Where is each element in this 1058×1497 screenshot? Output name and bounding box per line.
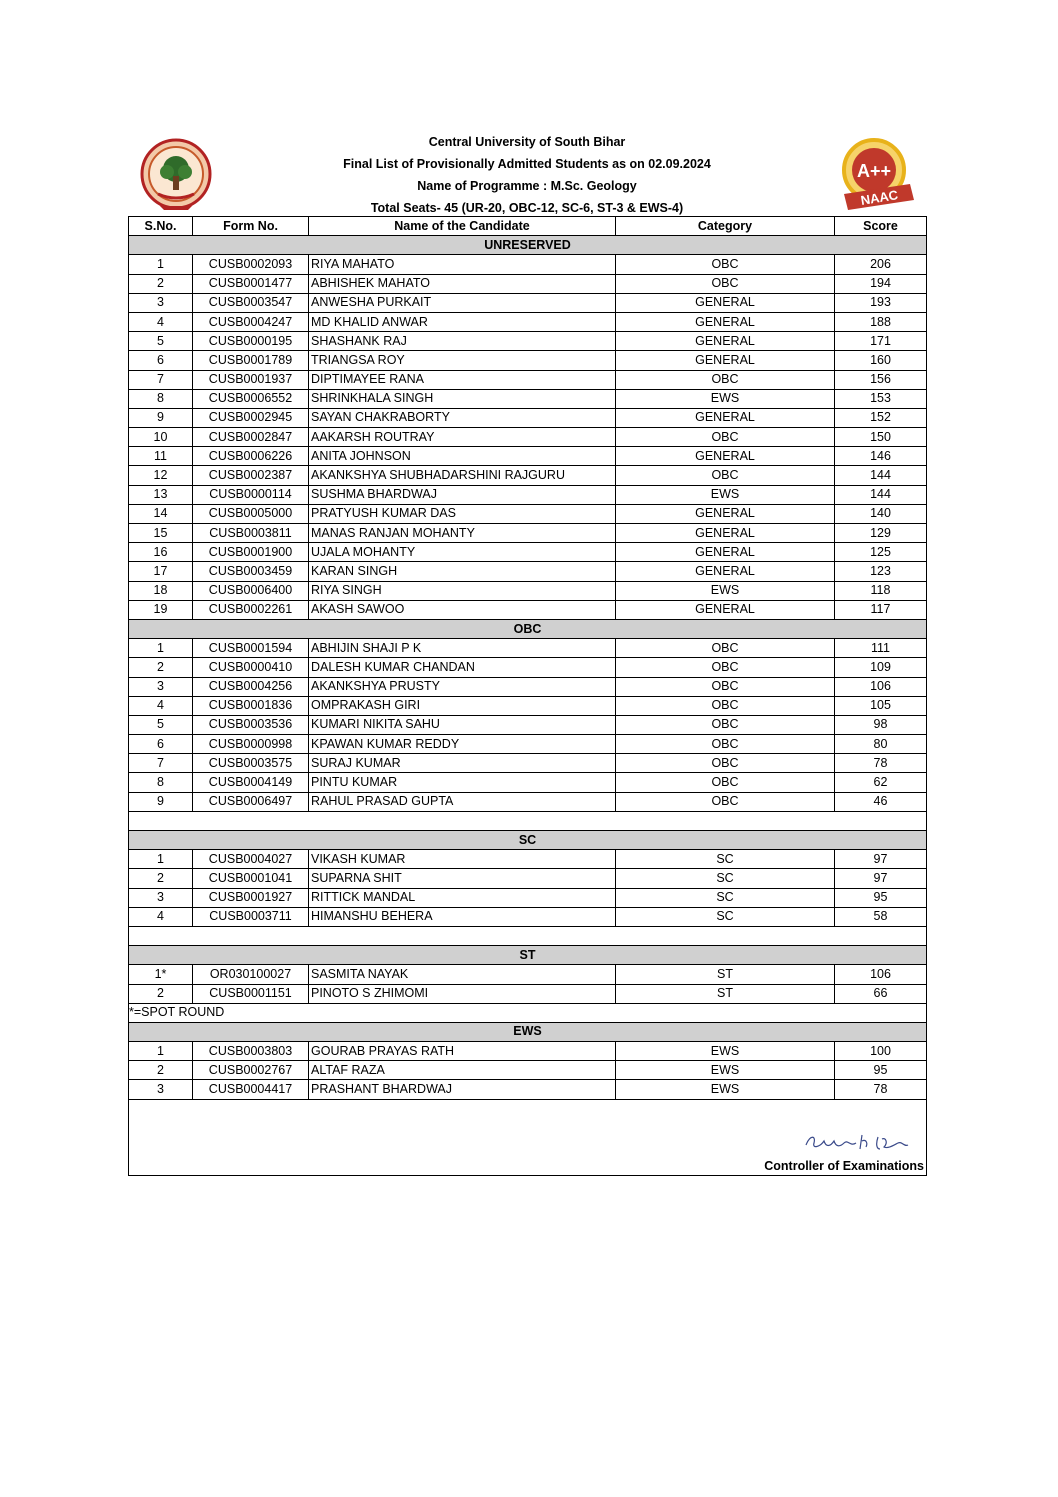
table-row [129,447,927,466]
candidate-name-cell: SHRINKHALA SINGH [309,389,616,408]
category-cell: OBC [616,754,835,773]
score-cell: 80 [835,735,927,754]
score-cell: 111 [835,639,927,658]
table-row [129,984,927,1003]
section-header-row [129,236,927,255]
form-no-cell: CUSB0006552 [193,389,309,408]
candidate-name-cell: RIYA MAHATO [309,255,616,274]
admission-table [128,216,927,1100]
table-row [129,389,927,408]
candidate-name-cell: VIKASH KUMAR [309,850,616,869]
sno-cell: 2 [129,274,193,293]
candidate-name-cell: SUSHMA BHARDWAJ [309,485,616,504]
section-header-row [129,946,927,965]
score-cell: 206 [835,255,927,274]
score-cell: 144 [835,466,927,485]
form-no-cell: CUSB0002261 [193,600,309,619]
category-cell: OBC [616,428,835,447]
table-row [129,1061,927,1080]
sno-cell: 6 [129,351,193,370]
score-cell: 62 [835,773,927,792]
sno-cell: 12 [129,466,193,485]
form-no-cell: CUSB0006497 [193,792,309,811]
category-cell: OBC [616,677,835,696]
note-row [129,1003,927,1022]
sno-cell: 7 [129,754,193,773]
form-no-cell: CUSB0001937 [193,370,309,389]
section-header-row [129,831,927,850]
table-row [129,888,927,907]
candidate-name-cell: KPAWAN KUMAR REDDY [309,735,616,754]
score-cell: 98 [835,715,927,734]
section-title: SC [129,831,927,850]
score-cell: 140 [835,504,927,523]
score-cell: 188 [835,312,927,331]
category-cell: GENERAL [616,524,835,543]
sno-cell: 8 [129,389,193,408]
category-cell: OBC [616,792,835,811]
form-no-cell: CUSB0002767 [193,1061,309,1080]
table-row [129,600,927,619]
form-no-cell: CUSB0006400 [193,581,309,600]
table-row [129,581,927,600]
form-no-cell: CUSB0003536 [193,715,309,734]
score-cell: 46 [835,792,927,811]
candidate-name-cell: KUMARI NIKITA SAHU [309,715,616,734]
candidate-name-cell: KARAN SINGH [309,562,616,581]
table-row [129,735,927,754]
score-cell: 125 [835,543,927,562]
sno-cell: 7 [129,370,193,389]
sno-cell: 6 [129,735,193,754]
score-cell: 171 [835,332,927,351]
form-no-cell: CUSB0004027 [193,850,309,869]
candidate-name-cell: ANWESHA PURKAIT [309,293,616,312]
table-row [129,1042,927,1061]
candidate-name-cell: DALESH KUMAR CHANDAN [309,658,616,677]
column-header-sno: S.No. [129,217,193,236]
section-title: UNRESERVED [129,236,927,255]
sno-cell: 3 [129,888,193,907]
table-row [129,293,927,312]
category-cell: SC [616,907,835,926]
candidate-name-cell: PRASHANT BHARDWAJ [309,1080,616,1099]
score-cell: 105 [835,696,927,715]
category-cell: EWS [616,1061,835,1080]
score-cell: 129 [835,524,927,543]
table-row [129,754,927,773]
sno-cell: 4 [129,696,193,715]
category-cell: EWS [616,485,835,504]
blank-cell [129,926,927,945]
signature-icon [802,1129,912,1155]
form-no-cell: CUSB0001789 [193,351,309,370]
table-row [129,907,927,926]
form-no-cell: CUSB0003711 [193,907,309,926]
candidate-name-cell: SUPARNA SHIT [309,869,616,888]
table-row [129,408,927,427]
programme-name: Name of Programme : M.Sc. Geology [417,179,637,193]
sno-cell: 2 [129,658,193,677]
score-cell: 118 [835,581,927,600]
form-no-cell: CUSB0001041 [193,869,309,888]
score-cell: 58 [835,907,927,926]
naac-grade: A++ [856,161,892,181]
candidate-name-cell: AKANKSHYA SHUBHADARSHINI RAJGURU [309,466,616,485]
candidate-name-cell: ABHIJIN SHAJI P K [309,639,616,658]
score-cell: 152 [835,408,927,427]
category-cell: SC [616,888,835,907]
form-no-cell: CUSB0004247 [193,312,309,331]
score-cell: 95 [835,1061,927,1080]
category-cell: EWS [616,1080,835,1099]
sno-cell: 1 [129,1042,193,1061]
table-row [129,504,927,523]
list-title: Final List of Provisionally Admitted Students as on 02.09.2024 [343,157,711,171]
score-cell: 146 [835,447,927,466]
sno-cell: 2 [129,1061,193,1080]
sno-cell: 13 [129,485,193,504]
candidate-name-cell: SHASHANK RAJ [309,332,616,351]
form-no-cell: OR030100027 [193,965,309,984]
table-row [129,773,927,792]
score-cell: 194 [835,274,927,293]
category-cell: GENERAL [616,312,835,331]
table-row [129,370,927,389]
score-cell: 153 [835,389,927,408]
category-cell: EWS [616,1042,835,1061]
category-cell: ST [616,965,835,984]
category-cell: OBC [616,370,835,389]
category-cell: SC [616,869,835,888]
table-row [129,428,927,447]
score-cell: 78 [835,754,927,773]
signatory-title: Controller of Examinations [764,1159,924,1173]
candidate-name-cell: OMPRAKASH GIRI [309,696,616,715]
score-cell: 78 [835,1080,927,1099]
table-row [129,869,927,888]
form-no-cell: CUSB0004417 [193,1080,309,1099]
table-row [129,274,927,293]
sno-cell: 1 [129,255,193,274]
score-cell: 106 [835,677,927,696]
score-cell: 117 [835,600,927,619]
table-row [129,255,927,274]
score-cell: 97 [835,850,927,869]
form-no-cell: CUSB0001151 [193,984,309,1003]
candidate-name-cell: PRATYUSH KUMAR DAS [309,504,616,523]
sno-cell: 3 [129,1080,193,1099]
sno-cell: 9 [129,792,193,811]
form-no-cell: CUSB0003459 [193,562,309,581]
section-title: EWS [129,1022,927,1041]
table-row [129,639,927,658]
score-cell: 144 [835,485,927,504]
candidate-name-cell: PINOTO S ZHIMOMI [309,984,616,1003]
form-no-cell: CUSB0001836 [193,696,309,715]
table-row [129,312,927,331]
score-cell: 160 [835,351,927,370]
candidate-name-cell: RITTICK MANDAL [309,888,616,907]
category-cell: GENERAL [616,562,835,581]
form-no-cell: CUSB0000195 [193,332,309,351]
sno-cell: 17 [129,562,193,581]
score-cell: 97 [835,869,927,888]
naac-badge-icon [834,136,922,216]
candidate-name-cell: UJALA MOHANTY [309,543,616,562]
table-row [129,351,927,370]
table-row [129,696,927,715]
column-header-name: Name of the Candidate [309,217,616,236]
category-cell: OBC [616,658,835,677]
form-no-cell: CUSB0006226 [193,447,309,466]
candidate-name-cell: HIMANSHU BEHERA [309,907,616,926]
sno-cell: 4 [129,312,193,331]
sno-cell: 1* [129,965,193,984]
sno-cell: 18 [129,581,193,600]
table-row [129,715,927,734]
form-no-cell: CUSB0000998 [193,735,309,754]
candidate-name-cell: ANITA JOHNSON [309,447,616,466]
score-cell: 150 [835,428,927,447]
form-no-cell: CUSB0004256 [193,677,309,696]
table-row [129,524,927,543]
candidate-name-cell: AKANKSHYA PRUSTY [309,677,616,696]
form-no-cell: CUSB0002945 [193,408,309,427]
document-header [128,131,926,219]
candidate-name-cell: RIYA SINGH [309,581,616,600]
blank-cell [129,811,927,830]
candidate-name-cell: PINTU KUMAR [309,773,616,792]
score-cell: 156 [835,370,927,389]
sno-cell: 5 [129,715,193,734]
sno-cell: 3 [129,293,193,312]
sno-cell: 16 [129,543,193,562]
sno-cell: 1 [129,850,193,869]
form-no-cell: CUSB0001900 [193,543,309,562]
sno-cell: 4 [129,907,193,926]
table-row [129,677,927,696]
category-cell: GENERAL [616,447,835,466]
form-no-cell: CUSB0001477 [193,274,309,293]
sno-cell: 14 [129,504,193,523]
sno-cell: 10 [129,428,193,447]
form-no-cell: CUSB0003803 [193,1042,309,1061]
category-cell: ST [616,984,835,1003]
category-cell: OBC [616,255,835,274]
form-no-cell: CUSB0003547 [193,293,309,312]
sno-cell: 2 [129,869,193,888]
sno-cell: 9 [129,408,193,427]
candidate-name-cell: GOURAB PRAYAS RATH [309,1042,616,1061]
category-cell: EWS [616,581,835,600]
candidate-name-cell: MANAS RANJAN MOHANTY [309,524,616,543]
candidate-name-cell: SASMITA NAYAK [309,965,616,984]
section-title: ST [129,946,927,965]
form-no-cell: CUSB0002847 [193,428,309,447]
score-cell: 100 [835,1042,927,1061]
category-cell: GENERAL [616,504,835,523]
category-cell: GENERAL [616,543,835,562]
table-row [129,466,927,485]
sno-cell: 11 [129,447,193,466]
category-cell: OBC [616,715,835,734]
sno-cell: 19 [129,600,193,619]
column-header-form-no: Form No. [193,217,309,236]
category-cell: GENERAL [616,332,835,351]
table-row [129,332,927,351]
table-row [129,543,927,562]
category-cell: OBC [616,466,835,485]
candidate-name-cell: ALTAF RAZA [309,1061,616,1080]
table-row [129,965,927,984]
category-cell: GENERAL [616,600,835,619]
table-row [129,658,927,677]
candidate-name-cell: AKASH SAWOO [309,600,616,619]
category-cell: GENERAL [616,293,835,312]
sno-cell: 1 [129,639,193,658]
blank-row [129,811,927,830]
form-no-cell: CUSB0001594 [193,639,309,658]
form-no-cell: CUSB0005000 [193,504,309,523]
seat-summary: Total Seats- 45 (UR-20, OBC-12, SC-6, ST-3 & EWS-4) [370,201,684,215]
score-cell: 109 [835,658,927,677]
sno-cell: 5 [129,332,193,351]
category-cell: GENERAL [616,351,835,370]
form-no-cell: CUSB0003575 [193,754,309,773]
university-name: Central University of South Bihar [428,135,626,149]
category-cell: GENERAL [616,408,835,427]
candidate-name-cell: AAKARSH ROUTRAY [309,428,616,447]
table-row [129,1080,927,1099]
candidate-name-cell: ABHISHEK MAHATO [309,274,616,293]
candidate-name-cell: TRIANGSA ROY [309,351,616,370]
form-no-cell: CUSB0000410 [193,658,309,677]
spot-round-note: *=SPOT ROUND [129,1003,927,1022]
category-cell: OBC [616,639,835,658]
score-cell: 106 [835,965,927,984]
form-no-cell: CUSB0002093 [193,255,309,274]
sno-cell: 8 [129,773,193,792]
category-cell: OBC [616,773,835,792]
column-header-category: Category [616,217,835,236]
column-header-score: Score [835,217,927,236]
sno-cell: 3 [129,677,193,696]
table-row [129,485,927,504]
category-cell: OBC [616,735,835,754]
form-no-cell: CUSB0000114 [193,485,309,504]
category-cell: OBC [616,696,835,715]
score-cell: 95 [835,888,927,907]
score-cell: 193 [835,293,927,312]
blank-row [129,926,927,945]
sno-cell: 15 [129,524,193,543]
table-row [129,792,927,811]
candidate-name-cell: DIPTIMAYEE RANA [309,370,616,389]
form-no-cell: CUSB0002387 [193,466,309,485]
form-no-cell: CUSB0003811 [193,524,309,543]
candidate-name-cell: MD KHALID ANWAR [309,312,616,331]
form-no-cell: CUSB0004149 [193,773,309,792]
form-no-cell: CUSB0001927 [193,888,309,907]
section-header-row [129,1022,927,1041]
naac-text: NAAC [859,187,900,208]
category-cell: OBC [616,274,835,293]
category-cell: SC [616,850,835,869]
sno-cell: 2 [129,984,193,1003]
category-cell: EWS [616,389,835,408]
table-header-row [129,217,927,236]
candidate-name-cell: SURAJ KUMAR [309,754,616,773]
table-row [129,850,927,869]
score-cell: 66 [835,984,927,1003]
section-header-row [129,619,927,638]
signature-block [128,1099,927,1176]
candidate-name-cell: RAHUL PRASAD GUPTA [309,792,616,811]
section-title: OBC [129,619,927,638]
table-body [129,236,927,1099]
candidate-name-cell: SAYAN CHAKRABORTY [309,408,616,427]
table-row [129,562,927,581]
score-cell: 123 [835,562,927,581]
